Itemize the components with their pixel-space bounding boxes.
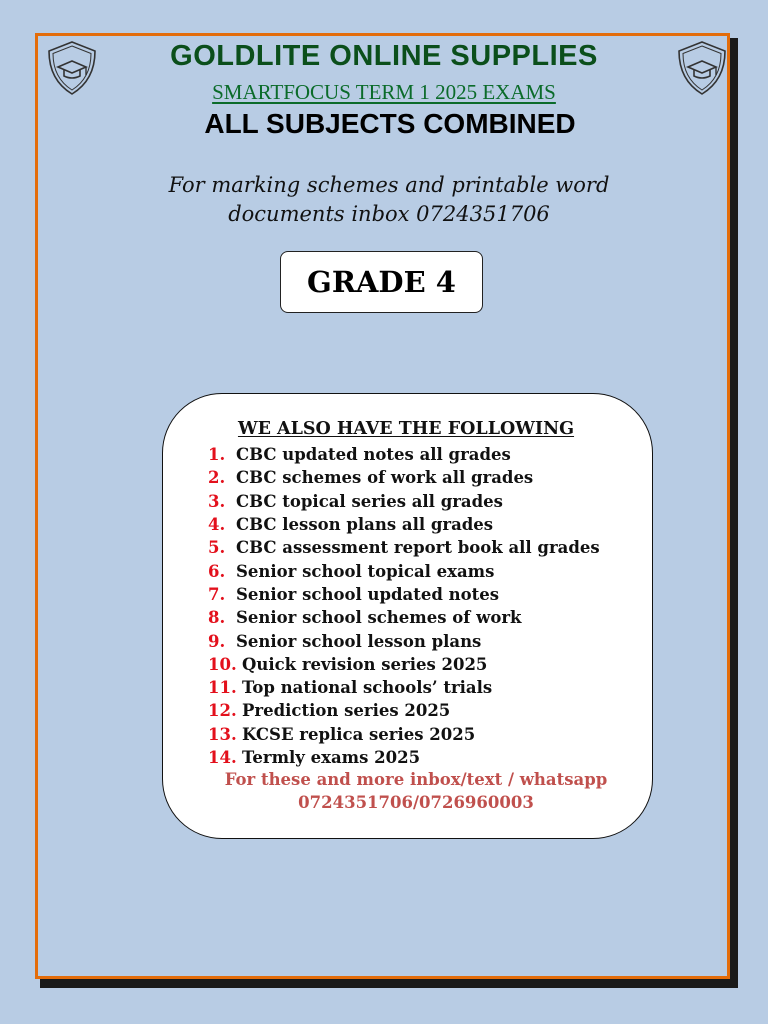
contact-line: For these and more inbox/text / whatsapp: [224, 770, 608, 789]
item-number: 12.: [208, 701, 237, 721]
item-text: Senior school lesson plans: [236, 631, 482, 651]
item-text: CBC updated notes all grades: [236, 445, 511, 465]
list-item: [208, 699, 600, 722]
item-number: 2.: [208, 468, 226, 488]
item-number: 14.: [208, 748, 237, 767]
item-text: CBC lesson plans all grades: [236, 515, 494, 535]
list-item: [208, 559, 600, 582]
item-text: Top national schools’ trials: [242, 678, 493, 698]
list-item: [208, 536, 600, 559]
item-number: 1.: [208, 445, 226, 465]
list-item: [208, 583, 600, 606]
item-text: Senior school schemes of work: [236, 608, 522, 628]
item-number: 3.: [208, 491, 226, 511]
inbox-note: [0, 171, 768, 229]
inbox-note-line2: documents inbox 0724351706: [228, 202, 550, 226]
subjects-title: ALL SUBJECTS COMBINED: [204, 108, 576, 139]
item-text: CBC schemes of work all grades: [236, 468, 534, 488]
list-item: [208, 466, 600, 489]
item-text: KCSE replica series 2025: [242, 724, 476, 744]
offers-list: [208, 443, 600, 769]
list-item: [208, 723, 600, 746]
item-number: 9.: [208, 631, 226, 651]
item-number: 10.: [208, 654, 237, 674]
inbox-note-line1: For marking schemes and printable word: [168, 173, 610, 197]
item-text: Quick revision series 2025: [242, 654, 488, 674]
list-item: [208, 746, 600, 769]
item-number: 4.: [208, 515, 226, 535]
contact-phone-numbers: 0724351706/0726960003: [298, 793, 534, 812]
item-number: 6.: [208, 561, 226, 581]
item-number: 13.: [208, 724, 237, 744]
item-number: 8.: [208, 608, 226, 628]
list-item: [208, 513, 600, 536]
list-item: [208, 653, 600, 676]
item-text: Termly exams 2025: [242, 748, 421, 767]
item-text: CBC topical series all grades: [236, 491, 503, 511]
item-number: 7.: [208, 584, 226, 604]
list-item: [208, 443, 600, 466]
list-item: [208, 629, 600, 652]
list-item: [208, 676, 600, 699]
item-number: 11.: [208, 678, 237, 698]
offers-heading: WE ALSO HAVE THE FOLLOWING: [237, 419, 575, 439]
item-text: CBC assessment report book all grades: [236, 538, 600, 558]
list-item: [208, 606, 600, 629]
item-text: Prediction series 2025: [242, 701, 451, 721]
item-text: Senior school topical exams: [236, 561, 495, 581]
company-name: GOLDLITE ONLINE SUPPLIES: [170, 40, 598, 72]
exam-title: SMARTFOCUS TERM 1 2025 EXAMS: [212, 80, 556, 104]
list-item: [208, 490, 600, 513]
item-text: Senior school updated notes: [236, 584, 500, 604]
item-number: 5.: [208, 538, 226, 558]
grade-box: GRADE 4: [280, 251, 483, 313]
